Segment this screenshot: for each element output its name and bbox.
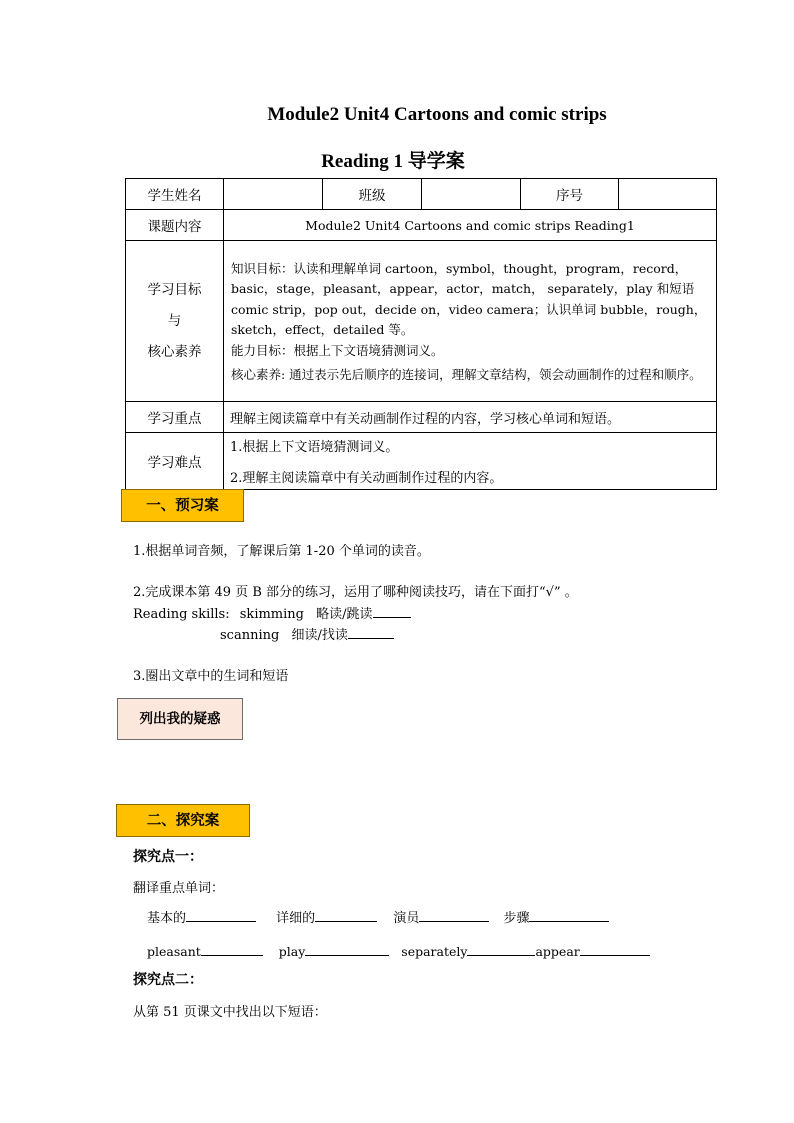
goals-label-line: 核心素养: [147, 343, 202, 360]
skimming-answer-blank[interactable]: [373, 603, 411, 618]
section-explore-heading: 二、探究案: [116, 804, 250, 837]
explore-point-1-title: 探究点一：: [133, 849, 203, 865]
answer-blank[interactable]: [529, 907, 609, 922]
answer-blank[interactable]: [315, 907, 377, 922]
answer-blank[interactable]: [580, 941, 650, 956]
preview-item-3: 3.圈出文章中的生词和短语: [133, 669, 289, 684]
skill-scanning-en: scanning: [220, 628, 280, 643]
class-field[interactable]: [422, 179, 521, 210]
reading-skill-scanning: [220, 624, 394, 643]
reading-skills-label: Reading skills:: [133, 607, 230, 622]
my-doubts-box: 列出我的疑惑: [117, 698, 243, 740]
knowledge-goal: 知识目标：认读和理解单词 cartoon，symbol，thought，program，record，basic，stage，pleasant，appear，actor，match， separately，play 和短语 comic strip，pop out，decide on，video camera；认识单词 bubble，rough， sketch，effect，detailed 等。: [231, 260, 707, 337]
explore-point-1-instruction: 翻译重点单词：: [133, 881, 225, 896]
table-row: [126, 179, 717, 210]
difficulty-item: 2.理解主阅读篇章中有关动画制作过程的内容。: [230, 471, 503, 486]
word-en: appear: [535, 944, 580, 959]
word-en: separately: [401, 944, 468, 959]
goals-label: [126, 241, 224, 402]
seat-label: 序号: [521, 179, 619, 210]
ability-goal: 能力目标：根据上下文语境猜测词义。: [231, 342, 444, 358]
info-table: [125, 178, 717, 490]
goals-label-line: 与: [167, 312, 182, 329]
difficulties-label: 学习难点: [126, 433, 224, 490]
key-points-value: 理解主阅读篇章中有关动画制作过程的内容，学习核心单词和短语。: [224, 402, 717, 433]
table-row: [126, 433, 717, 490]
word-cn: 步骤: [503, 911, 530, 926]
answer-blank[interactable]: [467, 941, 535, 956]
word-cn: 详细的: [276, 911, 316, 926]
skill-skimming-en: skimming: [239, 607, 304, 622]
word-cn: 演员: [393, 911, 420, 926]
topic-label: 课题内容: [126, 210, 224, 241]
difficulties-value: [224, 433, 717, 490]
answer-blank[interactable]: [419, 907, 489, 922]
goals-label-line: 学习目标: [147, 281, 202, 298]
word-en: pleasant: [147, 944, 201, 959]
document-subtitle: Reading 1 导学案: [321, 151, 465, 172]
topic-value: Module2 Unit4 Cartoons and comic strips Reading1: [224, 210, 717, 241]
answer-blank[interactable]: [201, 941, 263, 956]
seat-field[interactable]: [619, 179, 717, 210]
table-row: [126, 402, 717, 433]
table-row: [126, 210, 717, 241]
skill-skimming-cn: 略读/跳读: [316, 607, 373, 622]
core-literacy: 核心素养: 通过表示先后顺序的连接词，理解文章结构，领会动画制作的过程和顺序。: [231, 367, 702, 382]
goals-content: [224, 241, 717, 402]
word-en: play: [278, 944, 306, 959]
preview-item-2: 2.完成课本第 49 页 B 部分的练习，运用了哪种阅读技巧，请在下面打“√” 。: [133, 585, 578, 600]
preview-item-1: 1.根据单词音频，了解课后第 1-20 个单词的读音。: [133, 544, 430, 559]
class-label: 班级: [323, 179, 422, 210]
section-preview-heading: 一、预习案: [121, 489, 244, 522]
student-name-label: 学生姓名: [126, 179, 224, 210]
answer-blank[interactable]: [186, 907, 256, 922]
translate-en-row: [147, 941, 650, 959]
key-points-label: 学习重点: [126, 402, 224, 433]
table-row: [126, 241, 717, 402]
student-name-field[interactable]: [224, 179, 323, 210]
scanning-answer-blank[interactable]: [348, 624, 394, 639]
skill-scanning-cn: 细读/找读: [291, 628, 348, 643]
difficulty-item: 1.根据上下文语境猜测词义。: [230, 440, 399, 455]
explore-point-2-instruction: 从第 51 页课文中找出以下短语：: [133, 1005, 327, 1020]
translate-cn-row: [147, 907, 609, 926]
document-title: Module2 Unit4 Cartoons and comic strips: [267, 104, 607, 125]
explore-point-2-title: 探究点二：: [133, 972, 203, 988]
reading-skill-skimming: [133, 603, 411, 622]
word-cn: 基本的: [147, 911, 187, 926]
answer-blank[interactable]: [305, 941, 389, 956]
